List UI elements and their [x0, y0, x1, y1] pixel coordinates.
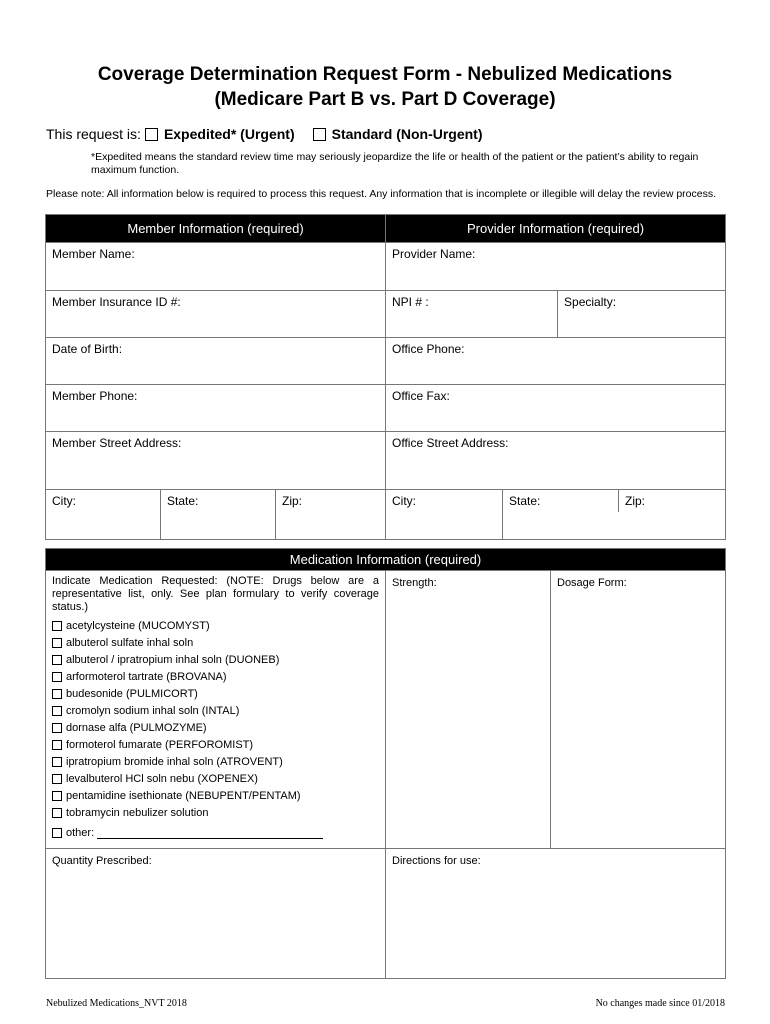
office-fax-label: Office Fax: — [392, 389, 450, 403]
medication-table — [45, 548, 726, 979]
member-zip-label: Zip: — [282, 494, 303, 508]
office-phone-label: Office Phone: — [392, 342, 465, 356]
medication-request-cell — [46, 571, 386, 849]
medication-list — [52, 617, 379, 821]
member-phone-label: Member Phone: — [52, 389, 138, 403]
form-title — [0, 62, 770, 112]
member-insurance-id-field[interactable] — [46, 291, 386, 338]
form-title-line1: Coverage Determination Request Form - Nebulized Medications — [97, 64, 673, 85]
specialty-field[interactable] — [558, 291, 726, 338]
expedited-note: *Expedited means the standard review time may seriously jeopardize the life or health of the patient or the patient’s ability to regain maximum function. — [91, 151, 699, 176]
dob-field[interactable] — [46, 338, 386, 385]
npi-label: NPI # : — [392, 295, 429, 309]
medication-option[interactable] — [52, 804, 379, 821]
medication-checkbox[interactable] — [52, 808, 62, 818]
medication-option[interactable] — [52, 617, 379, 634]
medication-option-label: dornase alfa (PULMOZYME) — [66, 721, 207, 734]
quantity-label: Quantity Prescribed: — [52, 855, 152, 867]
member-name-field[interactable] — [46, 243, 386, 291]
dosage-form-label: Dosage Form: — [557, 577, 627, 589]
medication-option[interactable] — [52, 770, 379, 787]
office-state-zip-cell — [503, 490, 726, 540]
other-input-line[interactable] — [97, 827, 323, 839]
footer-left: Nebulized Medications_NVT 2018 — [46, 998, 187, 1009]
medication-checkbox[interactable] — [52, 740, 62, 750]
office-fax-field[interactable] — [386, 385, 726, 432]
medication-option[interactable] — [52, 719, 379, 736]
expedited-checkbox[interactable] — [145, 128, 158, 141]
member-provider-table — [45, 214, 726, 540]
medication-info-header: Medication Information (required) — [46, 549, 726, 571]
office-state-label: State: — [509, 494, 541, 508]
medication-checkbox[interactable] — [52, 689, 62, 699]
medication-option-label: ipratropium bromide inhal soln (ATROVENT) — [66, 755, 283, 768]
office-zip-label: Zip: — [625, 494, 646, 508]
medication-option[interactable] — [52, 736, 379, 753]
npi-field[interactable] — [386, 291, 558, 338]
member-address-label: Member Street Address: — [52, 436, 182, 450]
medication-option[interactable] — [52, 685, 379, 702]
member-state-field[interactable] — [161, 490, 276, 540]
specialty-label: Specialty: — [564, 295, 617, 309]
medication-option[interactable] — [52, 668, 379, 685]
medication-option[interactable] — [52, 753, 379, 770]
medication-option-label: acetylcysteine (MUCOMYST) — [66, 619, 210, 632]
medication-option-label: tobramycin nebulizer solution — [66, 806, 209, 819]
dob-label: Date of Birth: — [52, 342, 123, 356]
medication-option-label: levalbuterol HCl soln nebu (XOPENEX) — [66, 772, 258, 785]
member-name-label: Member Name: — [52, 247, 135, 261]
medication-option[interactable] — [52, 702, 379, 719]
strength-field[interactable] — [386, 571, 551, 849]
member-address-field[interactable] — [46, 432, 386, 490]
office-zip-field[interactable] — [619, 490, 651, 512]
medication-option-label: budesonide (PULMICORT) — [66, 687, 198, 700]
medication-checkbox[interactable] — [52, 791, 62, 801]
medication-option-label: formoterol fumarate (PERFOROMIST) — [66, 738, 254, 751]
quantity-field[interactable] — [46, 849, 386, 979]
office-state-field[interactable] — [503, 490, 619, 512]
medication-option-label: albuterol / ipratropium inhal soln (DUONEB) — [66, 653, 280, 666]
office-address-label: Office Street Address: — [392, 436, 509, 450]
medication-checkbox[interactable] — [52, 621, 62, 631]
medication-checkbox[interactable] — [52, 655, 62, 665]
medication-checkbox[interactable] — [52, 774, 62, 784]
form-title-line2: (Medicare Part B vs. Part D Coverage) — [214, 89, 556, 110]
provider-info-header: Provider Information (required) — [386, 215, 726, 243]
member-city-label: City: — [52, 494, 76, 508]
strength-label: Strength: — [392, 577, 437, 589]
office-phone-field[interactable] — [386, 338, 726, 385]
medication-checkbox[interactable] — [52, 638, 62, 648]
medication-checkbox[interactable] — [52, 757, 62, 767]
medication-option[interactable] — [52, 787, 379, 804]
medication-option[interactable] — [52, 634, 379, 651]
medication-checkbox[interactable] — [52, 723, 62, 733]
member-info-header: Member Information (required) — [46, 215, 386, 243]
member-state-label: State: — [167, 494, 199, 508]
request-type — [46, 126, 497, 142]
member-phone-field[interactable] — [46, 385, 386, 432]
footer-right: No changes made since 01/2018 — [595, 998, 725, 1009]
medication-checkbox[interactable] — [52, 672, 62, 682]
member-city-field[interactable] — [46, 490, 161, 540]
medication-option-label: pentamidine isethionate (NEBUPENT/PENTAM) — [66, 789, 301, 802]
medication-checkbox[interactable] — [52, 706, 62, 716]
other-medication-row[interactable] — [52, 824, 379, 841]
provider-name-field[interactable] — [386, 243, 726, 291]
medication-option-label: arformoterol tartrate (BROVANA) — [66, 670, 227, 683]
directions-field[interactable] — [386, 849, 726, 979]
directions-label: Directions for use: — [392, 855, 481, 867]
other-checkbox[interactable] — [52, 828, 62, 838]
please-note: Please note: All information below is required to process this request. Any information that is incomplete or illegible will delay the review process. — [46, 188, 717, 200]
indicate-medication-text: Indicate Medication Requested: (NOTE: Drugs below are a representative list, only. See plan formulary to verify coverage status.) — [52, 575, 379, 613]
standard-checkbox[interactable] — [313, 128, 326, 141]
office-city-field[interactable] — [386, 490, 503, 540]
member-zip-field[interactable] — [276, 490, 386, 540]
expedited-label: Expedited* (Urgent) — [163, 126, 295, 142]
standard-label: Standard (Non-Urgent) — [331, 126, 483, 142]
provider-name-label: Provider Name: — [392, 247, 476, 261]
request-type-label: This request is: — [46, 126, 141, 142]
dosage-form-field[interactable] — [551, 571, 726, 849]
office-address-field[interactable] — [386, 432, 726, 490]
office-city-label: City: — [392, 494, 417, 508]
medication-option-label: cromolyn sodium inhal soln (INTAL) — [66, 704, 240, 717]
other-label: other: — [66, 826, 95, 839]
medication-option-label: albuterol sulfate inhal soln — [66, 636, 194, 649]
medication-option[interactable] — [52, 651, 379, 668]
member-insurance-id-label: Member Insurance ID #: — [52, 295, 181, 309]
